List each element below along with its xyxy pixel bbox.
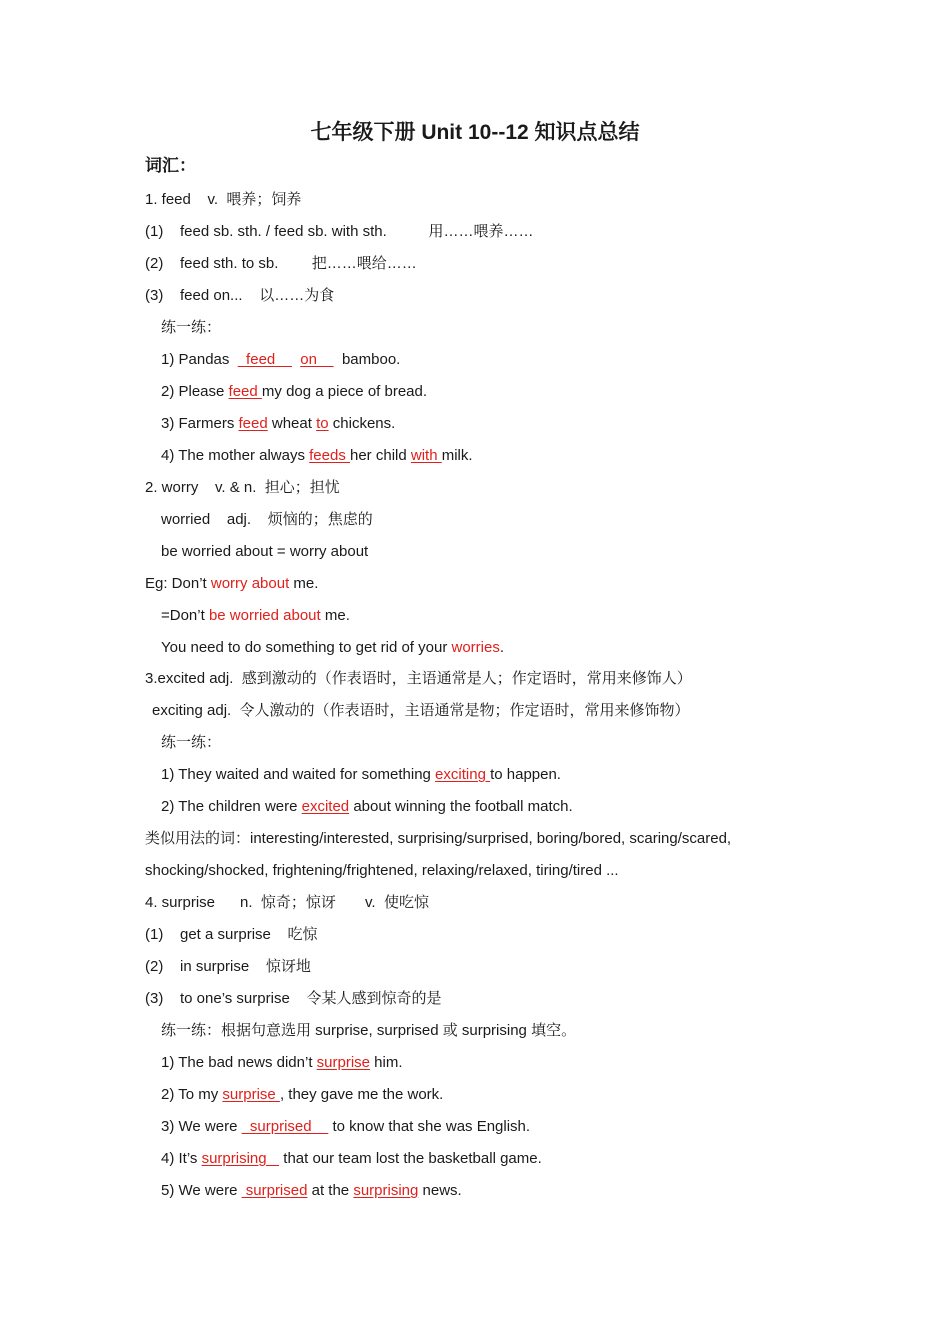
line-text: worried adj. 烦恼的；焦虑的 xyxy=(161,511,373,528)
line-text: 1. feed v. 喂养；饲养 xyxy=(145,191,302,208)
text-line xyxy=(145,574,318,594)
line-text: 练一练： xyxy=(161,319,222,336)
text-line xyxy=(161,1021,576,1041)
answer-text: to xyxy=(316,415,329,432)
page-title: 七年级下册 Unit 10--12 知识点总结 xyxy=(310,121,640,144)
answer-text: exciting xyxy=(435,766,491,783)
text-line xyxy=(145,478,340,498)
line-text: 练一练： xyxy=(161,734,222,751)
text-line xyxy=(145,669,692,689)
line-text: 类似用法的词：interesting/interested, surprising/surprised, boring/bored, scaring/scared, xyxy=(145,830,732,847)
line-text: 5) We were xyxy=(161,1182,242,1199)
text-line xyxy=(145,957,311,977)
text-line xyxy=(161,510,373,530)
answer-text: on xyxy=(300,351,334,368)
line-text: 2) To my xyxy=(161,1086,223,1103)
text-line xyxy=(145,989,441,1009)
answer-text: worries xyxy=(451,639,500,656)
text-line xyxy=(161,1181,462,1201)
text-line xyxy=(161,606,350,626)
line-text: (1) get a surprise 吃惊 xyxy=(145,926,318,943)
line-text: 3) Farmers xyxy=(161,415,239,432)
text-line xyxy=(161,638,504,658)
line-text: 4) The mother always xyxy=(161,447,310,464)
line-text: shocking/shocked, frightening/frightened, relaxing/relaxed, tiring/tired ... xyxy=(145,862,619,879)
line-text: news. xyxy=(418,1182,462,1199)
line-text: (3) feed on... 以……为食 xyxy=(145,287,335,304)
text-line xyxy=(161,1085,443,1105)
line-text: me. xyxy=(320,607,350,624)
line-text: that our team lost the basketball game. xyxy=(279,1150,542,1167)
text-line xyxy=(161,1117,530,1137)
line-text: 3.excited adj. 感到激动的（作表语时，主语通常是人；作定语时，常用来修饰人） xyxy=(145,670,692,687)
answer-text: excited xyxy=(301,798,350,815)
answer-text: worry about xyxy=(210,575,290,592)
text-line xyxy=(145,861,619,881)
text-line xyxy=(145,254,417,274)
answer-text: feed xyxy=(238,415,268,432)
text-line xyxy=(161,350,400,370)
line-text: about winning the football match. xyxy=(349,798,573,815)
line-text: =Don’t xyxy=(161,607,209,624)
line-text: me. xyxy=(289,575,319,592)
answer-text: feeds xyxy=(309,447,350,464)
line-text: exciting adj. 令人激动的（作表语时，主语通常是物；作定语时，常用来修饰物） xyxy=(152,702,690,719)
line-text xyxy=(292,351,300,368)
text-line xyxy=(161,797,573,817)
line-text: to happen. xyxy=(490,766,561,783)
line-text: 练一练：根据句意选用 surprise, surprised 或 surprising 填空。 xyxy=(161,1022,577,1039)
text-line xyxy=(145,829,731,849)
answer-text: surprised xyxy=(241,1118,329,1135)
text-line xyxy=(145,286,334,306)
line-text: (2) feed sth. to sb. 把……喂给…… xyxy=(145,255,417,272)
line-text: . xyxy=(499,639,504,656)
vocab-heading: 词汇： xyxy=(145,156,196,175)
line-text: bamboo. xyxy=(333,351,401,368)
line-text: 4) It’s xyxy=(161,1150,202,1167)
line-text: 4. surprise n. 惊奇；惊讶 v. 使吃惊 xyxy=(145,894,429,911)
text-line xyxy=(145,222,533,242)
line-text: (3) to one’s surprise 令某人感到惊奇的是 xyxy=(145,990,442,1007)
answer-text: be worried about xyxy=(208,607,321,624)
line-text: (2) in surprise 惊讶地 xyxy=(145,958,311,975)
line-text: to know that she was English. xyxy=(328,1118,531,1135)
text-line xyxy=(161,414,395,434)
line-text: 2) Please xyxy=(161,383,229,400)
line-text: my dog a piece of bread. xyxy=(261,383,428,400)
text-line xyxy=(161,765,561,785)
line-text: chickens. xyxy=(328,415,396,432)
answer-text: surprise xyxy=(316,1054,371,1071)
answer-text: with xyxy=(410,447,442,464)
line-text: milk. xyxy=(441,447,473,464)
text-line xyxy=(145,893,429,913)
text-line xyxy=(161,318,221,338)
line-text: 2. worry v. & n. 担心；担忧 xyxy=(145,479,340,496)
line-text: 1) They waited and waited for something xyxy=(161,766,436,783)
text-line xyxy=(152,701,690,721)
answer-text: surprising xyxy=(353,1182,419,1199)
line-text: him. xyxy=(370,1054,403,1071)
text-line xyxy=(161,733,221,753)
line-text: (1) feed sb. sth. / feed sb. with sth. 用……喂养…… xyxy=(145,223,534,240)
text-line xyxy=(145,190,301,210)
answer-text: surprised xyxy=(241,1182,308,1199)
answer-text: feed xyxy=(237,351,292,368)
text-line xyxy=(161,542,368,562)
line-text: , they gave me the work. xyxy=(279,1086,444,1103)
text-line xyxy=(145,925,318,945)
answer-text: surprise xyxy=(222,1086,280,1103)
line-text: Eg: Don’t xyxy=(145,575,211,592)
line-text: at the xyxy=(307,1182,354,1199)
line-text: 2) The children were xyxy=(161,798,302,815)
text-line xyxy=(161,382,427,402)
line-text: her child xyxy=(350,447,411,464)
text-line xyxy=(161,446,473,466)
text-line xyxy=(161,1053,403,1073)
answer-text: surprising xyxy=(201,1150,280,1167)
line-text: wheat xyxy=(267,415,317,432)
line-text: 1) Pandas xyxy=(161,351,238,368)
line-text: be worried about = worry about xyxy=(161,543,369,560)
answer-text: feed xyxy=(228,383,262,400)
text-line xyxy=(161,1149,542,1169)
line-text: 1) The bad news didn’t xyxy=(161,1054,317,1071)
line-text: 3) We were xyxy=(161,1118,242,1135)
line-text: You need to do something to get rid of your xyxy=(161,639,452,656)
